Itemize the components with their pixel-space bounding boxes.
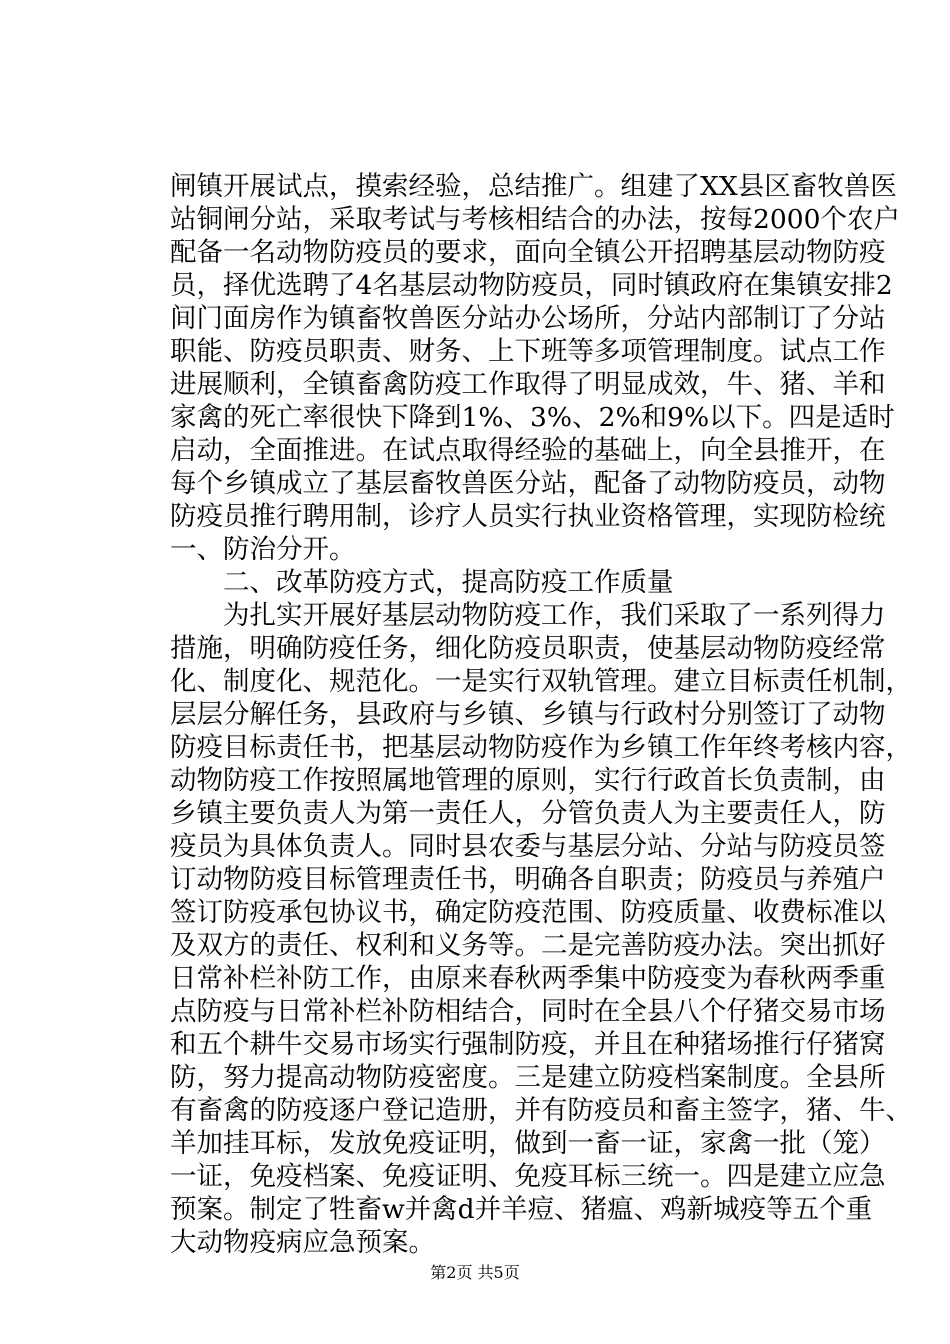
text-line: 订动物防疫目标管理责任书，明确各自职责；防疫员与养殖户 bbox=[170, 864, 886, 895]
page-number-footer: 第2页 共5页 bbox=[430, 1263, 520, 1282]
text-line: 家禽的死亡率很快下降到1%、3%、2%和9%以下。四是适时 bbox=[170, 402, 895, 433]
text-line: 预案。制定了牲畜w并禽d并羊痘、猪瘟、鸡新城疫等五个重 bbox=[170, 1194, 873, 1225]
text-line: 闸镇开展试点，摸索经验，总结推广。组建了XX县区畜牧兽医 bbox=[170, 171, 897, 202]
text-line: 一证，免疫档案、免疫证明、免疫耳标三统一。四是建立应急 bbox=[170, 1161, 886, 1192]
section-heading: 二、改革防疫方式，提高防疫工作质量 bbox=[170, 567, 674, 598]
text-line: 点防疫与日常补栏补防相结合，同时在全县八个仔猪交易市场 bbox=[170, 996, 886, 1027]
text-line: 防疫目标责任书，把基层动物防疫作为乡镇工作年终考核内容， bbox=[170, 732, 912, 763]
text-line: 站铜闸分站，采取考试与考核相结合的办法，按每2000个农户 bbox=[170, 204, 900, 235]
text-line: 层层分解任务，县政府与乡镇、乡镇与行政村分别签订了动物 bbox=[170, 699, 886, 730]
text-line: 动物防疫工作按照属地管理的原则，实行行政首长负责制，由 bbox=[170, 765, 886, 796]
text-line: 每个乡镇成立了基层畜牧兽医分站，配备了动物防疫员，动物 bbox=[170, 468, 886, 499]
text-line: 配备一名动物防疫员的要求，面向全镇公开招聘基层动物防疫 bbox=[170, 237, 886, 268]
text-line: 签订防疫承包协议书，确定防疫范围、防疫质量、收费标准以 bbox=[170, 897, 886, 928]
text-line: 日常补栏补防工作，由原来春秋两季集中防疫变为春秋两季重 bbox=[170, 963, 886, 994]
text-line: 防疫员推行聘用制，诊疗人员实行执业资格管理，实现防检统 bbox=[170, 501, 886, 532]
text-line: 措施，明确防疫任务，细化防疫员职责，使基层动物防疫经常 bbox=[170, 633, 886, 664]
text-line: 间门面房作为镇畜牧兽医分站办公场所，分站内部制订了分站 bbox=[170, 303, 886, 334]
text-line: 羊加挂耳标，发放免疫证明，做到一畜一证，家禽一批（笼） bbox=[170, 1128, 886, 1159]
text-line: 有畜禽的防疫逐户登记造册，并有防疫员和畜主签字，猪、牛、 bbox=[170, 1095, 912, 1126]
text-line: 和五个耕牛交易市场实行强制防疫，并且在种猪场推行仔猪窝 bbox=[170, 1029, 886, 1060]
text-line: 为扎实开展好基层动物防疫工作，我们采取了一系列得力 bbox=[170, 600, 886, 631]
text-line: 大动物疫病应急预案。 bbox=[170, 1227, 435, 1258]
text-line: 进展顺利，全镇畜禽防疫工作取得了明显成效，牛、猪、羊和 bbox=[170, 369, 886, 400]
text-line: 防，努力提高动物防疫密度。三是建立防疫档案制度。全县所 bbox=[170, 1062, 886, 1093]
text-line: 疫员为具体负责人。同时县农委与基层分站、分站与防疫员签 bbox=[170, 831, 886, 862]
text-line: 职能、防疫员职责、财务、上下班等多项管理制度。试点工作 bbox=[170, 336, 886, 367]
text-line: 一、防治分开。 bbox=[170, 534, 356, 565]
text-line: 化、制度化、规范化。一是实行双轨管理。建立目标责任机制， bbox=[170, 666, 912, 697]
text-line: 启动，全面推进。在试点取得经验的基础上，向全县推开，在 bbox=[170, 435, 886, 466]
text-line: 乡镇主要负责人为第一责任人，分管负责人为主要责任人，防 bbox=[170, 798, 886, 829]
text-line: 员，择优选聘了4名基层动物防疫员，同时镇政府在集镇安排2 bbox=[170, 270, 893, 301]
body-text bbox=[170, 170, 912, 1259]
text-line: 及双方的责任、权利和义务等。二是完善防疫办法。突出抓好 bbox=[170, 930, 886, 961]
